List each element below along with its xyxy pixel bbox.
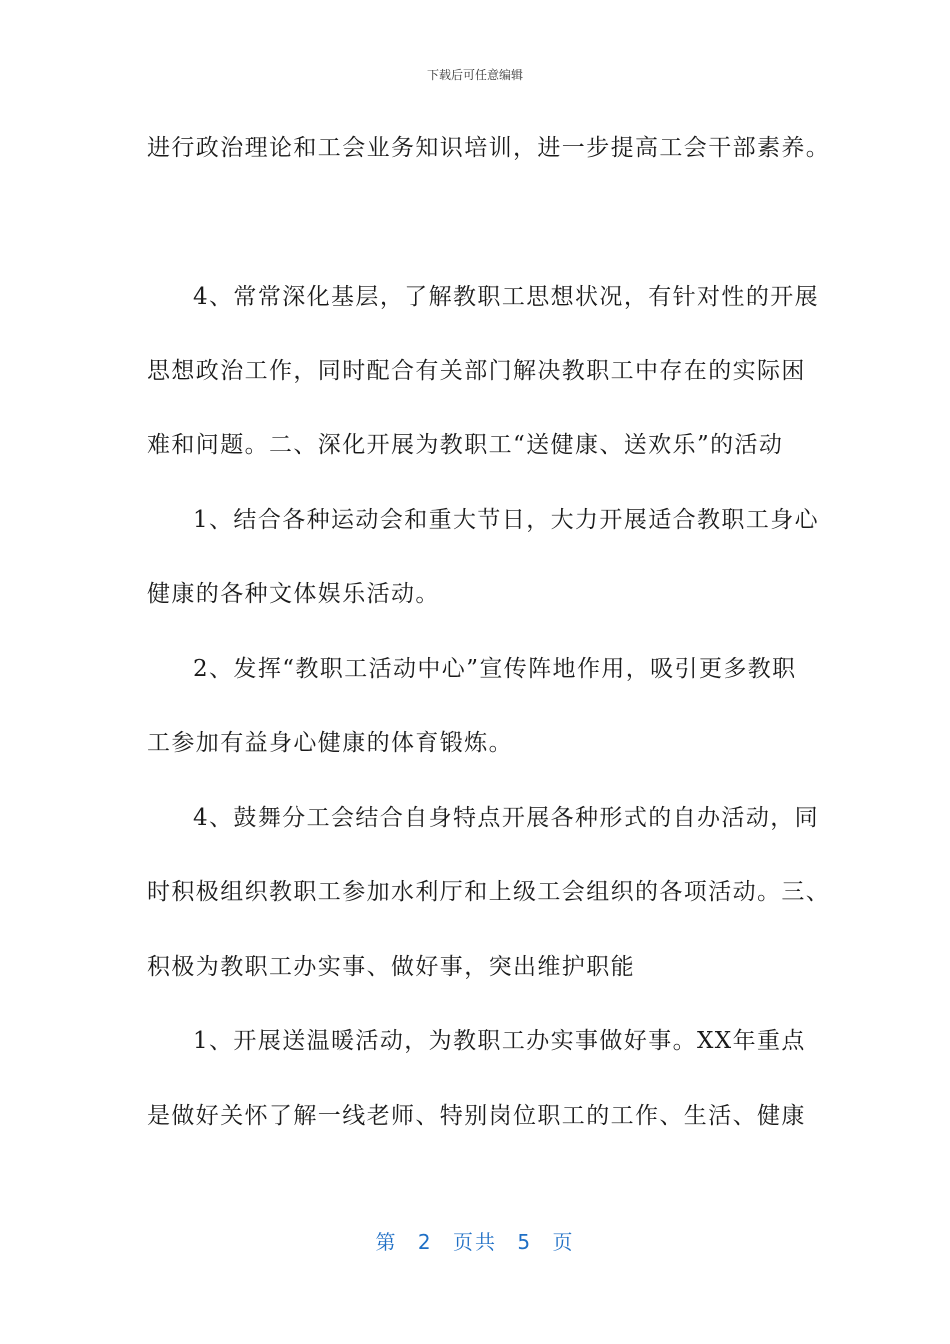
text-line: 是做好关怀了解一线老师、特别岗位职工的工作、生活、健康 [147,1103,806,1129]
text-line: 4、鼓舞分工会结合自身特点开展各种形式的自办活动，同 [193,805,820,831]
text-line: 时积极组织教职工参加水利厅和上级工会组织的各项活动。三、 [147,879,831,905]
text-line: 进行政治理论和工会业务知识培训，进一步提高工会干部素养。 [147,135,831,161]
footer-prefix: 第 [375,1230,398,1254]
header-note: 下载后可任意编辑 [426,68,523,82]
text-line: 4、常常深化基层，了解教职工思想状况，有针对性的开展 [193,284,820,310]
text-line: 积极为教职工办实事、做好事，突出维护职能 [147,954,635,980]
text-line: 难和问题。二、深化开展为教职工“送健康、送欢乐”的活动 [147,432,784,458]
total-page-count: 5 [517,1230,533,1254]
text-line: 思想政治工作，同时配合有关部门解决教职工中存在的实际困 [147,358,806,384]
current-page-number: 2 [417,1230,433,1254]
text-line: 2、发挥“教职工活动中心”宣传阵地作用，吸引更多教职 [193,656,797,682]
text-line: 1、开展送温暖活动，为教职工办实事做好事。XX年重点 [193,1028,806,1054]
page-footer [0,1226,950,1255]
footer-suffix: 页 [552,1230,575,1254]
text-line: 健康的各种文体娱乐活动。 [147,581,440,607]
text-line: 1、结合各种运动会和重大节日，大力开展适合教职工身心 [193,507,820,533]
footer-middle: 页共 [453,1230,497,1254]
text-line: 工参加有益身心健康的体育锻炼。 [147,730,513,756]
